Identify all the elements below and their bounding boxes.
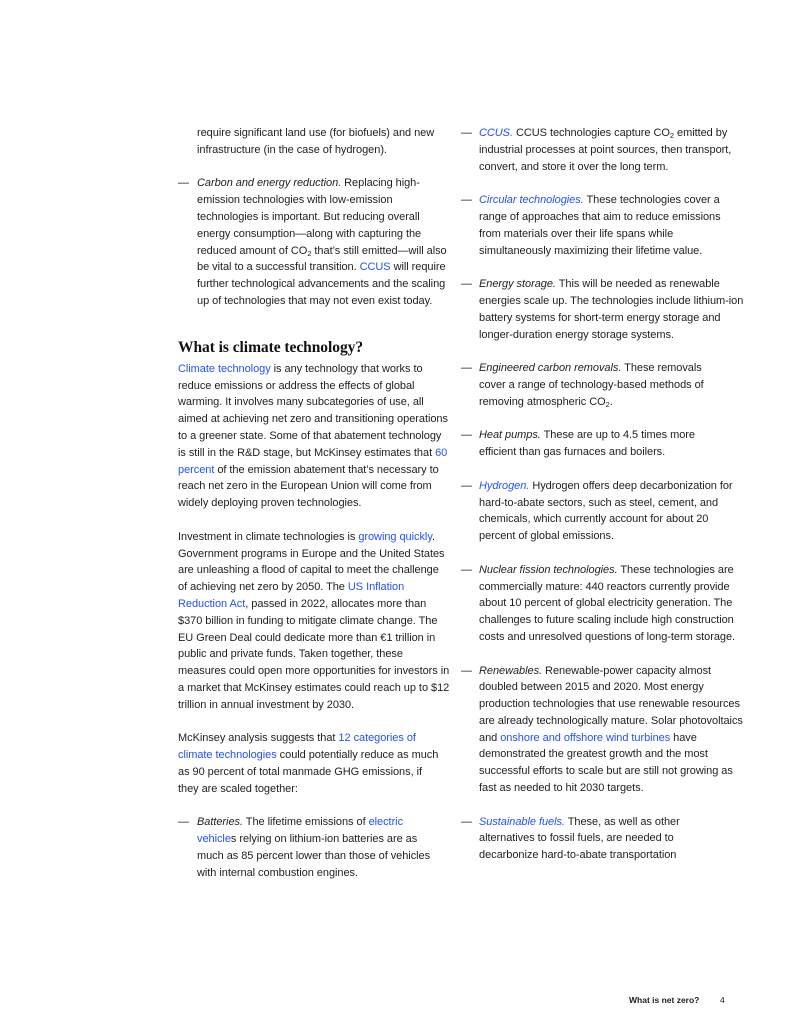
bullet-text: Replacing high-emission technologies with low-emission technologies is important. But reducing overall energy consumption—along with capturing the reduced amount of CO — [197, 177, 422, 257]
bullet-text: that’s still emitted—will also be vital to a successful transition. — [197, 244, 447, 274]
dash-marker: — — [461, 278, 472, 291]
bullet-hydrogen — [461, 478, 747, 545]
bullet-text: will require further technological advancements and the scaling up of technologies that may not even exist today. — [197, 261, 446, 307]
term-carbon-reduction: Carbon and energy reduction. — [197, 177, 342, 190]
paragraph-text: of the emission abatement that’s necessary to reach net zero in the European Union will come from widely deploying proven technologies. — [178, 463, 439, 510]
term-renewables: Renewables. — [479, 664, 543, 677]
bullet-text: . — [609, 395, 613, 408]
categories-link[interactable]: 12 categories of climate technologies — [178, 732, 416, 762]
paragraph-text: . Government programs in Europe and the United States are unleashing a flood of capital to meet the challenge of achieving net zero by 2050. The — [178, 530, 445, 594]
bullet-text: These are up to 4.5 times more efficient than gas furnaces and boilers. — [479, 429, 695, 459]
bullet-sustainable-fuels — [461, 814, 725, 864]
term-carbon-removals: Engineered carbon removals. — [479, 362, 622, 375]
bullet-text: have demonstrated the greatest growth and the most successful efforts to scale but are still not growing as fast as needed to hit 2030 targets. — [479, 731, 733, 795]
paragraph-text: , passed in 2022, allocates more than $370 billion in funding to mitigate climate change. The EU Green Deal could dedicate more than €1 trillion in public and private funds. Taken together, these measures could open more opportunities for investors in a market that McKinsey estimates could reach up to $12 trillion in annual investment by 2030. — [178, 597, 450, 711]
climate-technology-link[interactable]: Climate technology — [178, 362, 271, 375]
subscript: 2 — [307, 248, 312, 258]
dash-marker: — — [461, 127, 472, 139]
paragraph-text: Investment in climate technologies is — [178, 530, 359, 543]
dash-marker: — — [461, 479, 472, 492]
term-batteries: Batteries. — [197, 816, 243, 829]
bullet-text: These removals cover a range of technology-based methods of removing atmospheric CO — [479, 362, 704, 408]
intro-continuation: require significant land use (for biofuels) and new infrastructure (in the case of hydrogen). — [197, 127, 435, 156]
paragraph-text: could potentially reduce as much as 90 percent of total manmade GHG emissions, if they are scaled together: — [178, 749, 439, 795]
dash-marker: — — [461, 664, 472, 677]
bullet-text: These technologies cover a range of approaches that aim to reduce emissions from materials over their life spans while simultaneously maximizing their lifetime value. — [479, 194, 721, 257]
page-number: 4 — [720, 995, 725, 1005]
bullet-carbon-removals — [461, 360, 729, 410]
ccus-link[interactable]: CCUS — [359, 261, 391, 274]
bullet-text: s relying on lithium-ion batteries are as much as 85 percent lower than those of vehicles with internal combustion engines. — [197, 833, 431, 879]
bullet-renewables — [461, 663, 747, 797]
circular-term-link[interactable]: Circular technologies. — [479, 194, 584, 207]
dash-marker: — — [461, 194, 472, 207]
bullet-batteries — [178, 814, 442, 881]
dash-marker: — — [178, 177, 189, 190]
dash-marker: — — [461, 563, 472, 576]
dash-marker: — — [461, 815, 472, 828]
hydrogen-term-link[interactable]: Hydrogen. — [479, 479, 530, 492]
right-column — [461, 125, 751, 864]
bullet-text: The lifetime emissions of — [242, 816, 369, 829]
dash-marker: — — [461, 429, 472, 442]
bullet-text: CCUS technologies capture CO — [512, 127, 670, 139]
sixty-percent-link[interactable]: 60 percent — [178, 446, 448, 476]
left-column — [178, 125, 460, 881]
bullet-heat-pumps — [461, 427, 719, 461]
paragraph-investment — [178, 529, 450, 714]
footer-title: What is net zero? — [629, 995, 700, 1005]
term-energy-storage: Energy storage. — [479, 278, 556, 291]
ccus-term-link[interactable]: CCUS. — [479, 127, 513, 139]
bullet-nuclear — [461, 562, 745, 646]
subscript: 2 — [669, 131, 675, 140]
dash-marker: — — [461, 362, 472, 375]
bullet-text: Renewable-power capacity almost doubled between 2015 and 2020. Most energy production technologies that use renewable resources are already technologically mature. Solar photovoltaics and — [479, 664, 743, 744]
term-heat-pumps: Heat pumps. — [479, 429, 541, 442]
electric-vehicle-link[interactable]: electric vehicle — [197, 816, 404, 846]
paragraph-text: McKinsey analysis suggests that — [178, 732, 339, 745]
wind-turbines-link[interactable]: onshore and offshore wind turbines — [500, 731, 671, 744]
term-nuclear: Nuclear fission technologies. — [479, 563, 618, 576]
paragraph-analysis — [178, 730, 440, 797]
bullet-text: Hydrogen offers deep decarbonization for hard-to-abate sectors, such as steel, cement, and chemicals, which currently account for about 20 percent of global emissions. — [479, 479, 733, 543]
paragraph-climate-technology — [178, 361, 450, 512]
inflation-reduction-act-link[interactable]: US Inflation Reduction Act — [178, 581, 405, 610]
bullet-text: These technologies are commercially mature: 440 reactors currently provide about 10 percent of global electricity generation. The challenges to future scaling include high construction costs and unresolved questions of long-term storage. — [479, 563, 736, 643]
dash-marker: — — [178, 816, 189, 829]
bullet-circular — [461, 192, 731, 259]
paragraph-text: is any technology that works to reduce emissions or address the effects of global warming. It involves many subcategories of use, all aimed at achieving net zero and transitioning operations to a greener state. Some of that abatement technology is still in the R&D stage, but McKinsey estimates that — [178, 362, 448, 459]
bullet-energy-storage — [461, 276, 745, 343]
bullet-carbon-reduction — [178, 175, 447, 309]
section-heading: What is climate technology? — [178, 338, 364, 356]
bullet-text: emitted by industrial processes at point sources, then transport, convert, and store it over the long term. — [479, 127, 732, 173]
bullet-ccus — [461, 125, 741, 175]
growing-quickly-link[interactable]: growing quickly — [358, 530, 432, 543]
bullet-text: These, as well as other alternatives to fossil fuels, are needed to decarbonize hard-to-abate transportation — [479, 815, 680, 862]
subscript: 2 — [605, 399, 610, 409]
bullet-text: This will be needed as renewable energies scale up. The technologies include lithium-ion battery systems for short-term energy storage and longer-duration energy storage systems. — [479, 278, 744, 341]
sustainable-fuels-term-link[interactable]: Sustainable fuels. — [479, 815, 565, 828]
